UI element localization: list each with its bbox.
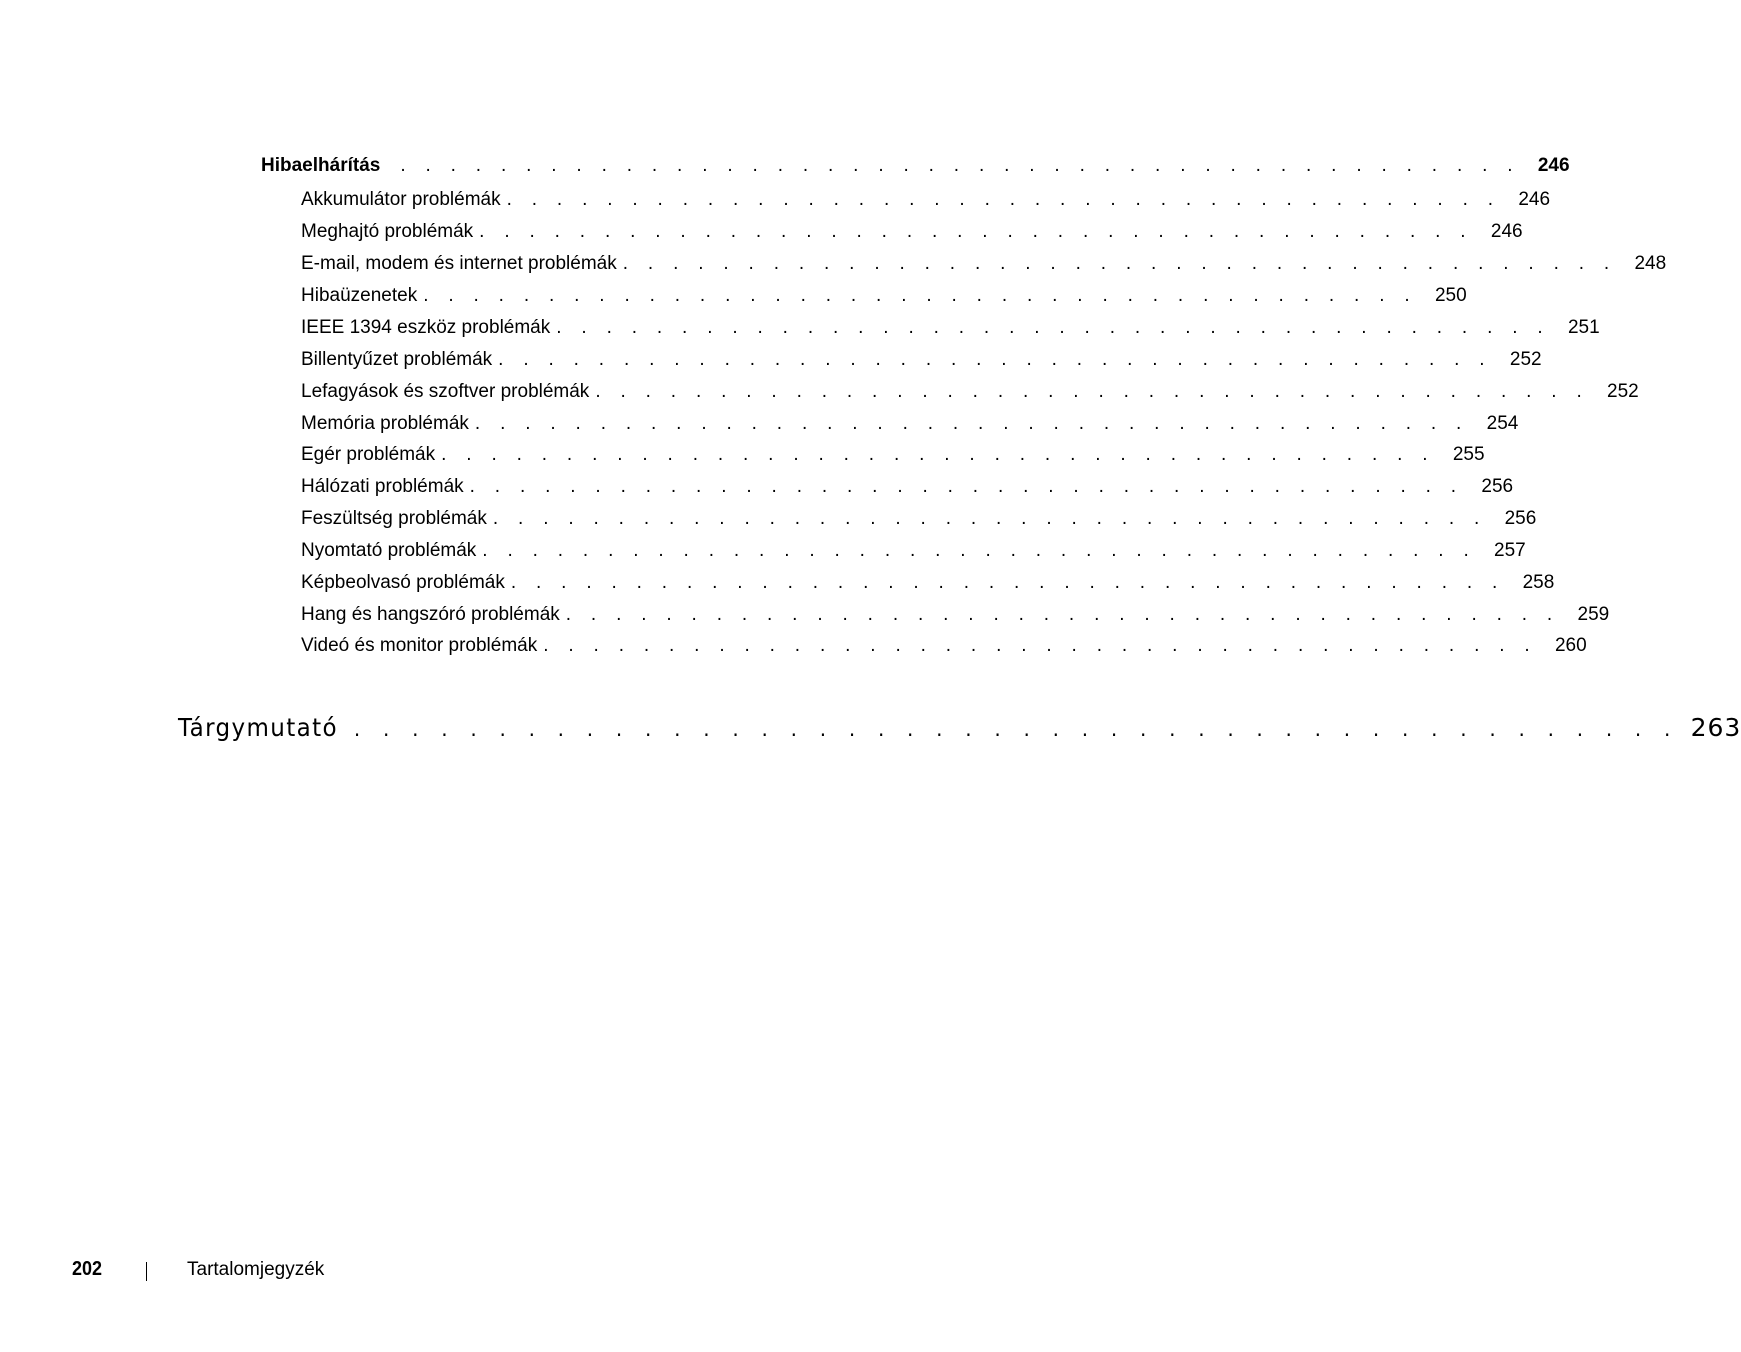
toc-section-page: 246 [1537, 155, 1570, 176]
toc-entry[interactable] [301, 508, 1537, 530]
toc-entry-title: Hálózati problémák [301, 476, 464, 497]
dot-leader: . . . . . . . . . . . . . . . . . . . . . . . . . . . . . . . . . . . . . . . . [556, 317, 1550, 338]
dot-leader: . . . . . . . . . . . . . . . . . . . . . . . . . . . . . . . . . . . . . . . . [498, 349, 1492, 370]
toc-entry-title: Meghajtó problémák [301, 221, 474, 242]
toc-entry[interactable] [301, 540, 1526, 562]
toc-entry[interactable] [301, 221, 1523, 243]
footer-page-number: 202 [72, 1258, 103, 1280]
toc-section-hibaelharitas[interactable] [261, 155, 1570, 177]
toc-section-title: Hibaelhárítás [261, 155, 381, 176]
dot-leader: . . . . . . . . . . . . . . . . . . . . . . . . . . . . . . . . . . . . . . . . [506, 189, 1501, 210]
toc-chapter-targymutato[interactable] [178, 713, 1741, 742]
toc-entry-title: Memória problémák [301, 413, 469, 434]
toc-entry-title: Hang és hangszóró problémák [301, 604, 560, 625]
toc-entry-title: Egér problémák [301, 444, 436, 465]
toc-entry[interactable] [301, 413, 1519, 435]
footer-title: Tartalomjegyzék [187, 1259, 325, 1280]
toc-entry[interactable] [301, 381, 1639, 403]
toc-entry[interactable] [301, 476, 1514, 498]
toc-entry-page: 252 [1607, 381, 1639, 402]
toc-entry-page: 259 [1577, 604, 1610, 625]
toc-entry-page: 256 [1504, 508, 1537, 529]
dot-leader: . . . . . . . . . . . . . . . . . . . . . . . . . . . . . . . . . . . . . . . . [469, 476, 1464, 497]
toc-entry[interactable] [301, 604, 1610, 626]
toc-entry-title: Billentyűzet problémák [301, 349, 493, 370]
toc-entry-title: Feszültség problémák [301, 508, 487, 529]
toc-entry-title: Hibaüzenetek [301, 285, 418, 306]
dot-leader: . . . . . . . . . . . . . . . . . . . . . . . . . . . . . . . . . . . . . . . . [595, 381, 1590, 402]
dot-leader: . . . . . . . . . . . . . . . . . . . . . . . . . . . . . . . . . . . . . . . . [479, 221, 1473, 242]
dot-leader: . . . . . . . . . . . . . . . . . . . . . . . . . . . . . . . . . . . . . . . . [543, 635, 1537, 656]
toc-entry[interactable] [301, 572, 1555, 594]
toc-entry-title: Lefagyások és szoftver problémák [301, 381, 590, 402]
toc-entry-page: 256 [1481, 476, 1514, 497]
toc-entry-page: 246 [1518, 189, 1551, 210]
toc-entry[interactable] [301, 349, 1542, 371]
toc-entry-page: 257 [1494, 540, 1526, 561]
toc-chapter-page: 263 [1690, 713, 1741, 742]
toc-entry-page: 258 [1522, 572, 1555, 593]
toc-entry[interactable] [301, 189, 1551, 211]
dot-leader: . . . . . . . . . . . . . . . . . . . . . . . . . . . . . . . . . . . . . . . . [492, 508, 1487, 529]
dot-leader: . . . . . . . . . . . . . . . . . . . . . . . . . . . . . . . . . . . . . . . . [510, 572, 1505, 593]
dot-leader: . . . . . . . . . . . . . . . . . . . . . . . . . . . . . . . . . . . . . . . . [474, 413, 1469, 434]
toc-entry-page: 254 [1486, 413, 1519, 434]
toc-entry-title: Képbeolvasó problémák [301, 572, 505, 593]
dot-leader: . . . . . . . . . . . . . . . . . . . . . . . . . . . . . . . . . . . . . . . . . . . . . . [353, 717, 1679, 741]
toc-entry-page: 252 [1509, 349, 1542, 370]
toc-entry-title: IEEE 1394 eszköz problémák [301, 317, 551, 338]
toc-entry-title: Akkumulátor problémák [301, 189, 501, 210]
toc-entry[interactable] [301, 444, 1485, 466]
toc-chapter-title: Tárgymutató [178, 713, 338, 742]
toc-entry[interactable] [301, 317, 1600, 339]
toc-entry-page: 248 [1634, 253, 1667, 274]
toc-entry-title: Nyomtató problémák [301, 540, 477, 561]
dot-leader: . . . . . . . . . . . . . . . . . . . . . . . . . . . . . . . . . . . . . . . . . . . . . [400, 155, 1520, 176]
toc-entry-page: 251 [1567, 317, 1600, 338]
footer-separator [146, 1262, 147, 1281]
toc-entry-title: Videó és monitor problémák [301, 635, 538, 656]
dot-leader: . . . . . . . . . . . . . . . . . . . . . . . . . . . . . . . . . . . . . . . . [423, 285, 1417, 306]
dot-leader: . . . . . . . . . . . . . . . . . . . . . . . . . . . . . . . . . . . . . . . . [565, 604, 1560, 625]
dot-leader: . . . . . . . . . . . . . . . . . . . . . . . . . . . . . . . . . . . . . . . . [441, 444, 1435, 465]
toc-entry-page: 250 [1434, 285, 1467, 306]
toc-entry-page: 246 [1490, 221, 1523, 242]
toc-entry-title: E-mail, modem és internet problémák [301, 253, 617, 274]
dot-leader: . . . . . . . . . . . . . . . . . . . . . . . . . . . . . . . . . . . . . . . . [482, 540, 1477, 561]
toc-entry-page: 255 [1452, 444, 1485, 465]
dot-leader: . . . . . . . . . . . . . . . . . . . . . . . . . . . . . . . . . . . . . . . . [622, 253, 1617, 274]
toc-entry-page: 260 [1554, 635, 1587, 656]
toc-entry[interactable] [301, 635, 1587, 657]
toc-entry[interactable] [301, 285, 1467, 307]
toc-entry[interactable] [301, 253, 1667, 275]
